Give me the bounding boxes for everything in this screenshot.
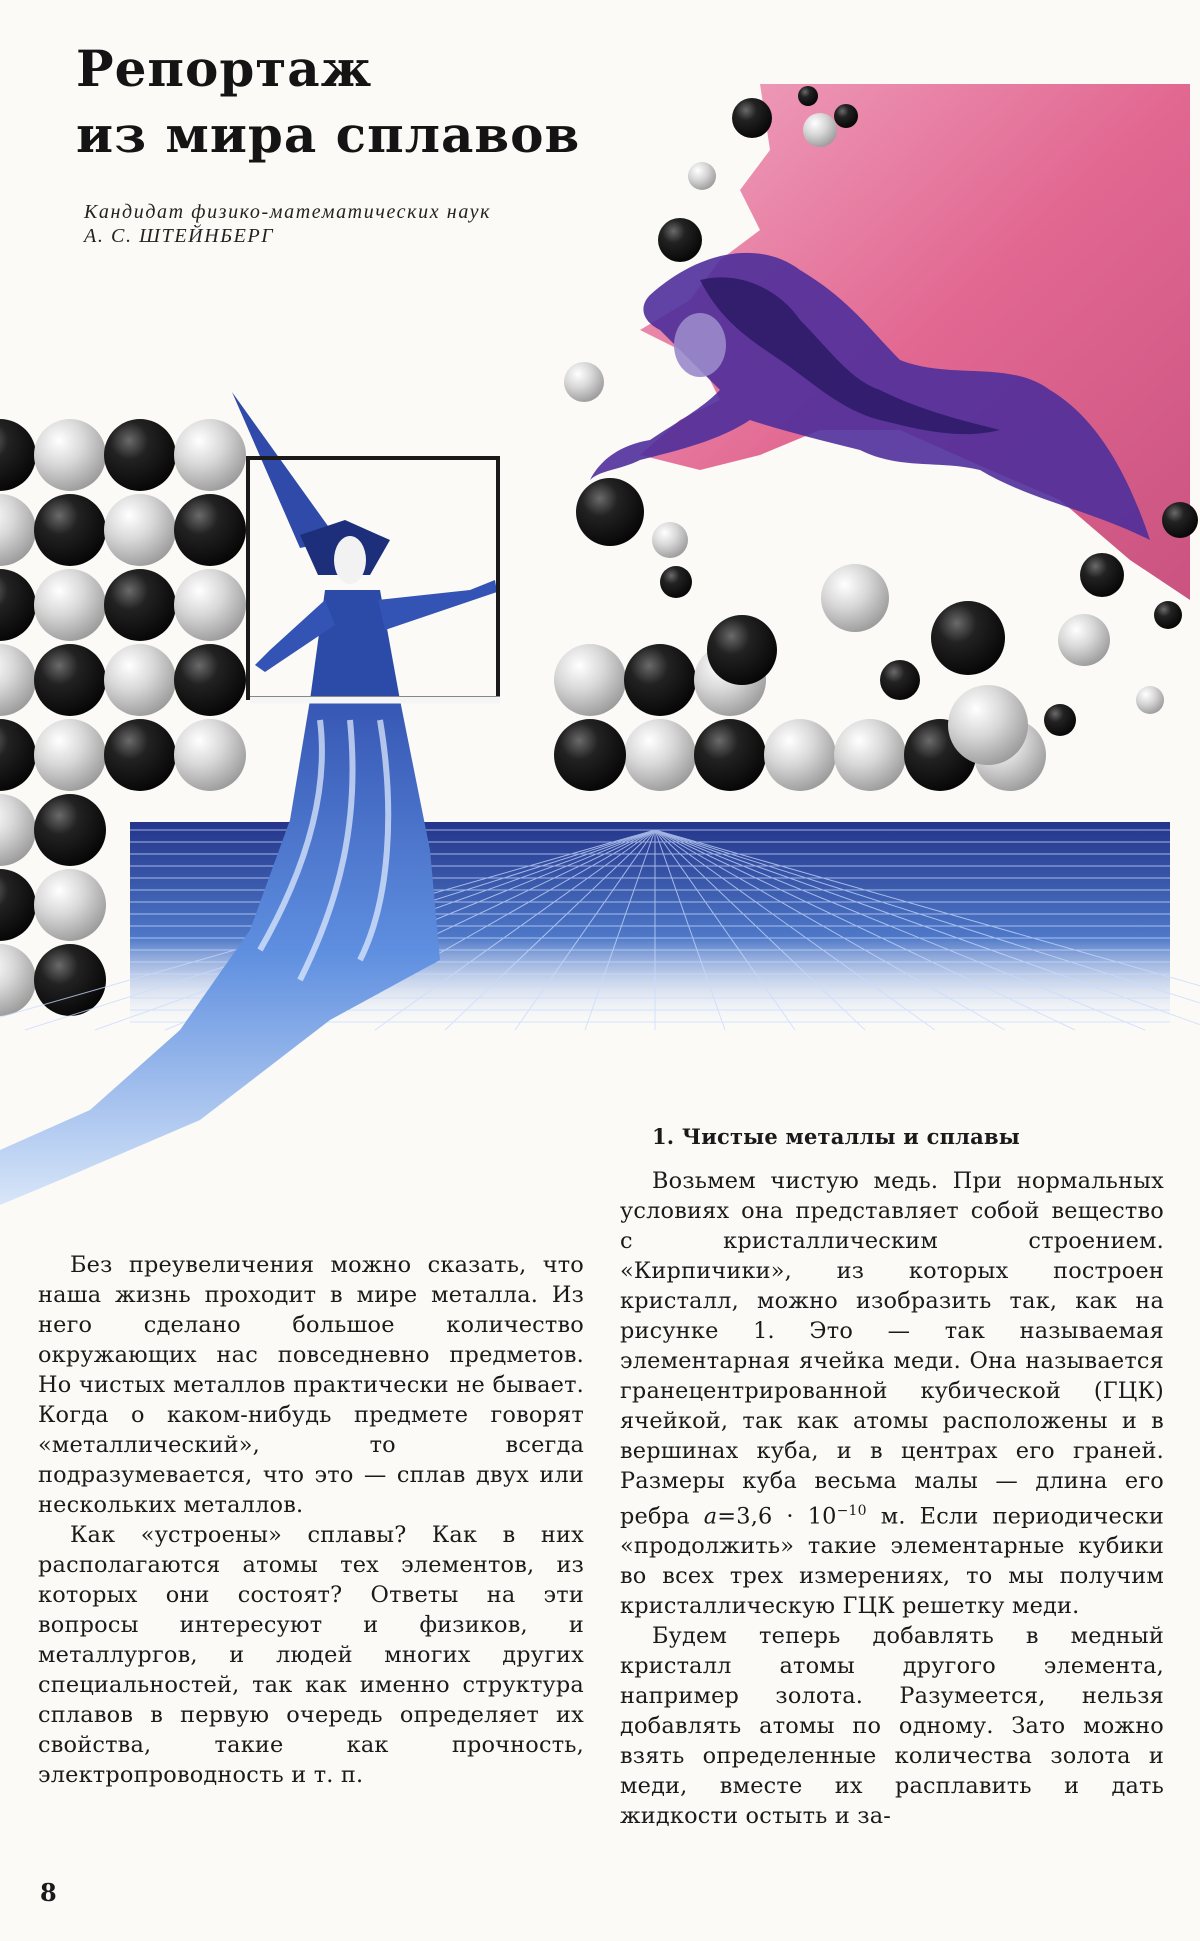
dark-atom <box>658 218 702 262</box>
dark-atom <box>104 419 176 491</box>
left-column <box>38 1250 584 1790</box>
light-atom <box>34 569 106 641</box>
formula-value: =3,6 · 10 <box>717 1503 837 1530</box>
dark-atom <box>694 719 766 791</box>
light-atom <box>1136 686 1164 714</box>
light-atom <box>0 794 36 866</box>
page-number: 8 <box>40 1878 57 1907</box>
dark-atom <box>174 644 246 716</box>
dark-atom <box>931 601 1005 675</box>
formula-variable: a <box>703 1503 718 1530</box>
author-block <box>84 200 491 248</box>
dark-atom <box>174 494 246 566</box>
dark-atom <box>0 419 36 491</box>
dark-atom <box>624 644 696 716</box>
light-atom <box>764 719 836 791</box>
right-column <box>620 1124 1164 1831</box>
paragraph-text: Если периодически «продолжить» такие элементарные кубики во всех трех измерениях, то мы получим кристаллическую ГЦК решетку меди. <box>620 1503 1164 1620</box>
paragraph: Будем теперь добавлять в медный кристалл атомы другого элемента, например золота. Разумеется, нельзя добавлять атомы по одному. Зато можно взять определенные количества золота и меди, вместе их расплавить и дать жидкости остыть и за- <box>620 1623 1164 1830</box>
light-atom <box>564 362 604 402</box>
dark-atom <box>834 104 858 128</box>
light-atom <box>0 644 36 716</box>
dark-atom <box>34 794 106 866</box>
dark-atom <box>0 869 36 941</box>
dark-atom <box>0 719 36 791</box>
dark-atom <box>1044 704 1076 736</box>
light-atom <box>174 719 246 791</box>
section-heading: 1. Чистые металлы и сплавы <box>652 1124 1021 1149</box>
light-atom <box>174 569 246 641</box>
perspective-grid <box>0 822 1200 1032</box>
dark-atom <box>1080 553 1124 597</box>
dark-atom <box>1162 502 1198 538</box>
light-atom <box>34 419 106 491</box>
light-atom <box>821 564 889 632</box>
dark-atom <box>576 478 644 546</box>
article-title <box>76 36 580 168</box>
formula-exponent: −10 <box>836 1503 867 1519</box>
light-atom <box>688 162 716 190</box>
dark-atom <box>554 719 626 791</box>
paragraph: Как «устроены» сплавы? Как в них располагаются атомы тех элементов, из которых они состоят? Ответы на эти вопросы интересуют и физиков, и металлургов, и людей многих других специальностей, так как именно структура сплавов в первую очередь определяет их свойства, такие как прочность, электропроводность и т. п. <box>38 1522 584 1788</box>
title-line-1: Репортаж <box>76 39 373 98</box>
light-atom <box>104 494 176 566</box>
dark-atom <box>1154 601 1182 629</box>
dark-atom <box>732 98 772 138</box>
title-line-2: из мира сплавов <box>76 105 581 164</box>
light-atom <box>0 494 36 566</box>
dark-atom <box>34 644 106 716</box>
light-atom <box>34 869 106 941</box>
paragraph <box>620 1166 1164 1621</box>
light-atom <box>34 719 106 791</box>
dark-atom <box>707 615 777 685</box>
light-atom <box>0 944 36 1016</box>
light-atom <box>104 644 176 716</box>
wizard-arm-right <box>378 580 497 630</box>
dark-atom <box>798 86 818 106</box>
dark-atom <box>660 566 692 598</box>
dark-atom <box>34 944 106 1016</box>
author-name: А. С. ШТЕЙНБЕРГ <box>84 225 275 247</box>
dark-atom <box>104 719 176 791</box>
light-atom <box>1058 614 1110 666</box>
dark-atom <box>880 660 920 700</box>
light-atom <box>624 719 696 791</box>
author-degree: Кандидат физико-математических наук <box>84 201 492 223</box>
light-atom <box>554 644 626 716</box>
light-atom <box>834 719 906 791</box>
paragraph-text: Возьмем чистую медь. При нормальных условиях она представляет собой вещество с кристаллическим строением. «Кирпичики», из которых построен кристалл, можно изобразить так, как на рисунке 1. Это — так называемая элементарная ячейка меди. Она называется гранецентрированной кубической (ГЦК) ячейкой, так как атомы расположены и в вершинах куба, и в центрах его граней. Размеры куба весьма малы — длина его ребра <box>620 1168 1164 1530</box>
light-atom <box>948 685 1028 765</box>
paragraph: Без преувеличения можно сказать, что наша жизнь проходит в мире металла. Из него сделано большое количество окружающих нас повседневно предметов. Но чистых металлов практически не бывает. Когда о каком-нибудь предмете говорят «металлический», то всегда подразумевается, что это — сплав двух или нескольких металлов. <box>38 1252 584 1518</box>
wizard-face <box>334 536 366 584</box>
dark-atom <box>34 494 106 566</box>
light-atom <box>803 113 837 147</box>
flying-figure-face <box>674 313 726 377</box>
light-atom <box>652 522 688 558</box>
light-atom <box>174 419 246 491</box>
formula-unit: м. <box>866 1503 906 1530</box>
dark-atom <box>0 569 36 641</box>
dark-atom <box>104 569 176 641</box>
